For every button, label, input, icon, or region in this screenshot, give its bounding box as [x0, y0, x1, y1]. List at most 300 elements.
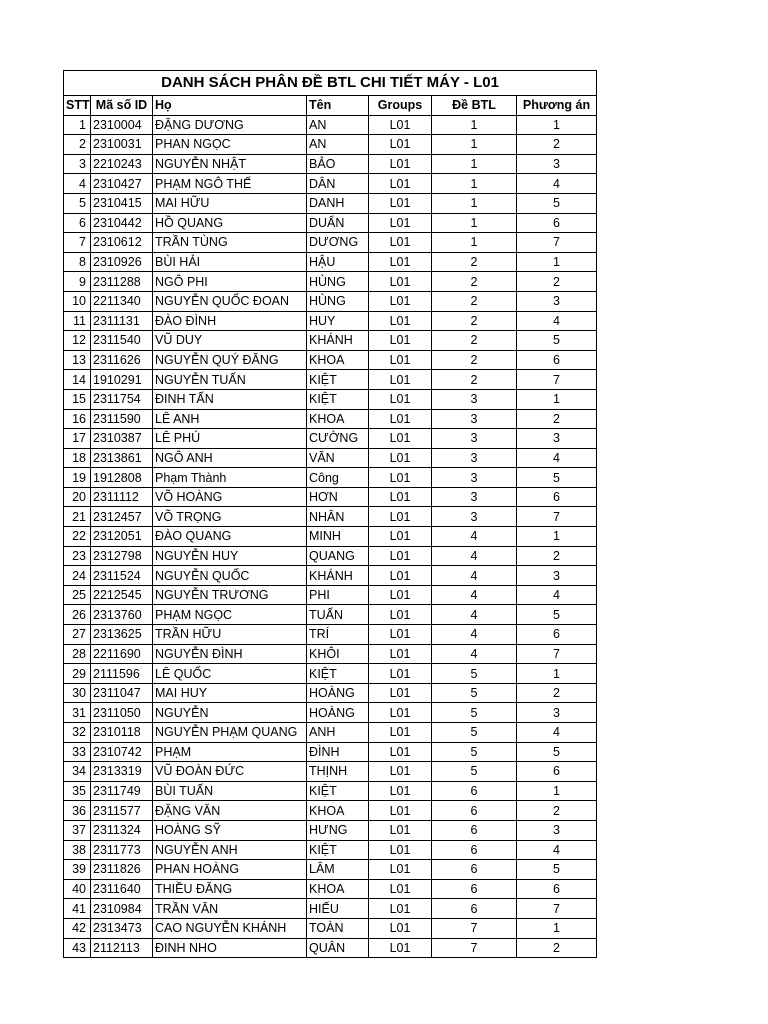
row-first-name: DƯƠNG: [307, 233, 369, 253]
row-stt: 42: [64, 918, 91, 938]
row-group: L01: [369, 252, 432, 272]
row-last-name: LÊ PHÚ: [153, 429, 307, 449]
table-row: [64, 625, 597, 645]
row-stt: 20: [64, 487, 91, 507]
row-first-name: KIỆT: [307, 370, 369, 390]
row-assignment: 2: [432, 252, 517, 272]
row-student-id: 2313625: [91, 625, 153, 645]
table-row: [64, 546, 597, 566]
row-student-id: 2311754: [91, 389, 153, 409]
row-group: L01: [369, 370, 432, 390]
row-last-name: VÕ HOÀNG: [153, 487, 307, 507]
row-student-id: 2313760: [91, 605, 153, 625]
row-group: L01: [369, 918, 432, 938]
row-option: 4: [517, 723, 597, 743]
row-stt: 30: [64, 683, 91, 703]
row-last-name: BÙI HẢI: [153, 252, 307, 272]
row-student-id: 2312457: [91, 507, 153, 527]
row-last-name: NGUYỄN NHẬT: [153, 154, 307, 174]
row-student-id: 2311749: [91, 781, 153, 801]
row-assignment: 5: [432, 703, 517, 723]
row-group: L01: [369, 311, 432, 331]
row-stt: 31: [64, 703, 91, 723]
row-option: 2: [517, 272, 597, 292]
row-group: L01: [369, 487, 432, 507]
row-assignment: 2: [432, 370, 517, 390]
row-stt: 41: [64, 899, 91, 919]
row-group: L01: [369, 585, 432, 605]
row-option: 3: [517, 154, 597, 174]
row-option: 7: [517, 370, 597, 390]
row-option: 1: [517, 389, 597, 409]
row-stt: 34: [64, 762, 91, 782]
row-stt: 39: [64, 860, 91, 880]
row-stt: 36: [64, 801, 91, 821]
row-assignment: 2: [432, 331, 517, 351]
row-assignment: 2: [432, 350, 517, 370]
table-row: [64, 644, 597, 664]
row-group: L01: [369, 409, 432, 429]
row-option: 2: [517, 683, 597, 703]
row-stt: 9: [64, 272, 91, 292]
row-assignment: 1: [432, 135, 517, 155]
row-assignment: 6: [432, 840, 517, 860]
row-group: L01: [369, 154, 432, 174]
row-option: 4: [517, 585, 597, 605]
row-option: 1: [517, 781, 597, 801]
row-first-name: AN: [307, 135, 369, 155]
row-option: 2: [517, 938, 597, 958]
row-last-name: PHAN HOÀNG: [153, 860, 307, 880]
row-assignment: 5: [432, 683, 517, 703]
row-group: L01: [369, 566, 432, 586]
row-option: 6: [517, 213, 597, 233]
row-first-name: HƠN: [307, 487, 369, 507]
row-stt: 27: [64, 625, 91, 645]
row-student-id: 2311626: [91, 350, 153, 370]
row-student-id: 1912808: [91, 468, 153, 488]
table-row: [64, 899, 597, 919]
row-option: 7: [517, 233, 597, 253]
row-stt: 23: [64, 546, 91, 566]
row-option: 4: [517, 448, 597, 468]
row-last-name: NGUYỄN ANH: [153, 840, 307, 860]
row-assignment: 2: [432, 272, 517, 292]
row-stt: 35: [64, 781, 91, 801]
row-option: 5: [517, 605, 597, 625]
row-student-id: 2313319: [91, 762, 153, 782]
row-student-id: 2112113: [91, 938, 153, 958]
row-first-name: HUY: [307, 311, 369, 331]
row-first-name: THỊNH: [307, 762, 369, 782]
row-group: L01: [369, 350, 432, 370]
row-stt: 29: [64, 664, 91, 684]
row-group: L01: [369, 389, 432, 409]
row-student-id: 2310031: [91, 135, 153, 155]
row-last-name: ĐÀO ĐÌNH: [153, 311, 307, 331]
row-assignment: 6: [432, 820, 517, 840]
row-option: 1: [517, 115, 597, 135]
table-row: [64, 566, 597, 586]
table-row: [64, 742, 597, 762]
row-last-name: NGUYỄN QUỐC ĐOAN: [153, 291, 307, 311]
row-group: L01: [369, 820, 432, 840]
header-assignment: Đề BTL: [432, 96, 517, 116]
row-student-id: 2311324: [91, 820, 153, 840]
table-row: [64, 487, 597, 507]
row-option: 3: [517, 429, 597, 449]
row-group: L01: [369, 762, 432, 782]
row-student-id: 2310415: [91, 193, 153, 213]
row-last-name: TRẦN TÙNG: [153, 233, 307, 253]
table-row: [64, 938, 597, 958]
row-stt: 3: [64, 154, 91, 174]
row-last-name: VŨ ĐOÀN ĐỨC: [153, 762, 307, 782]
row-assignment: 7: [432, 918, 517, 938]
row-student-id: 2310612: [91, 233, 153, 253]
row-assignment: 2: [432, 311, 517, 331]
row-first-name: KHOA: [307, 801, 369, 821]
row-option: 5: [517, 468, 597, 488]
row-stt: 21: [64, 507, 91, 527]
row-option: 3: [517, 566, 597, 586]
row-option: 6: [517, 350, 597, 370]
row-last-name: NGUYỄN QUỐC: [153, 566, 307, 586]
table-row: [64, 135, 597, 155]
row-assignment: 3: [432, 429, 517, 449]
row-option: 7: [517, 899, 597, 919]
row-student-id: 2311131: [91, 311, 153, 331]
row-last-name: PHAN NGỌC: [153, 135, 307, 155]
row-last-name: PHẠM NGÔ THẾ: [153, 174, 307, 194]
table-row: [64, 762, 597, 782]
table-row: [64, 448, 597, 468]
row-group: L01: [369, 644, 432, 664]
row-student-id: 2311590: [91, 409, 153, 429]
row-first-name: KHÁNH: [307, 331, 369, 351]
row-first-name: QUÂN: [307, 938, 369, 958]
row-stt: 33: [64, 742, 91, 762]
row-first-name: KHÁNH: [307, 566, 369, 586]
table-row: [64, 370, 597, 390]
row-last-name: VŨ DUY: [153, 331, 307, 351]
table-row: [64, 683, 597, 703]
row-student-id: 2310004: [91, 115, 153, 135]
row-option: 7: [517, 507, 597, 527]
row-first-name: CƯỜNG: [307, 429, 369, 449]
row-last-name: NGUYỄN ĐÌNH: [153, 644, 307, 664]
row-first-name: HƯNG: [307, 820, 369, 840]
table-row: [64, 272, 597, 292]
row-last-name: NGUYỄN TRƯƠNG: [153, 585, 307, 605]
row-stt: 26: [64, 605, 91, 625]
table-row: [64, 311, 597, 331]
row-assignment: 1: [432, 193, 517, 213]
row-first-name: HIẾU: [307, 899, 369, 919]
table-row: [64, 801, 597, 821]
table-row: [64, 252, 597, 272]
row-first-name: ANH: [307, 723, 369, 743]
row-stt: 28: [64, 644, 91, 664]
header-last-name: Họ: [153, 96, 307, 116]
row-last-name: ĐẶNG VĂN: [153, 801, 307, 821]
row-option: 6: [517, 879, 597, 899]
row-first-name: MINH: [307, 527, 369, 547]
table-row: [64, 468, 597, 488]
row-stt: 2: [64, 135, 91, 155]
table-row: [64, 409, 597, 429]
row-student-id: 2212545: [91, 585, 153, 605]
row-group: L01: [369, 723, 432, 743]
row-stt: 25: [64, 585, 91, 605]
row-assignment: 2: [432, 291, 517, 311]
table-row: [64, 154, 597, 174]
row-last-name: HOÀNG SỸ: [153, 820, 307, 840]
row-assignment: 5: [432, 664, 517, 684]
row-first-name: DÂN: [307, 174, 369, 194]
row-option: 5: [517, 331, 597, 351]
row-first-name: HẬU: [307, 252, 369, 272]
row-option: 2: [517, 801, 597, 821]
row-last-name: NGUYỄN TUẤN: [153, 370, 307, 390]
row-first-name: KIỆT: [307, 840, 369, 860]
table-row: [64, 860, 597, 880]
row-group: L01: [369, 938, 432, 958]
table-row: [64, 918, 597, 938]
row-student-id: 2313473: [91, 918, 153, 938]
row-option: 6: [517, 762, 597, 782]
row-option: 6: [517, 487, 597, 507]
row-first-name: KHOA: [307, 879, 369, 899]
row-first-name: KIỆT: [307, 389, 369, 409]
row-assignment: 3: [432, 487, 517, 507]
row-student-id: 2312051: [91, 527, 153, 547]
header-student-id: Mã số ID: [91, 96, 153, 116]
table-row: [64, 429, 597, 449]
row-group: L01: [369, 174, 432, 194]
row-group: L01: [369, 546, 432, 566]
row-group: L01: [369, 840, 432, 860]
row-stt: 15: [64, 389, 91, 409]
row-stt: 14: [64, 370, 91, 390]
row-student-id: 2311524: [91, 566, 153, 586]
row-first-name: HÙNG: [307, 272, 369, 292]
row-stt: 43: [64, 938, 91, 958]
row-group: L01: [369, 135, 432, 155]
row-student-id: 2313861: [91, 448, 153, 468]
row-group: L01: [369, 448, 432, 468]
row-group: L01: [369, 899, 432, 919]
table-row: [64, 291, 597, 311]
row-first-name: BẢO: [307, 154, 369, 174]
row-assignment: 5: [432, 723, 517, 743]
row-assignment: 1: [432, 174, 517, 194]
row-last-name: NGÔ ANH: [153, 448, 307, 468]
row-assignment: 5: [432, 742, 517, 762]
row-first-name: HOÀNG: [307, 683, 369, 703]
row-assignment: 5: [432, 762, 517, 782]
row-last-name: MAI HUY: [153, 683, 307, 703]
row-student-id: 2310427: [91, 174, 153, 194]
row-first-name: TRÍ: [307, 625, 369, 645]
row-group: L01: [369, 605, 432, 625]
row-group: L01: [369, 703, 432, 723]
row-student-id: 2111596: [91, 664, 153, 684]
row-last-name: HỒ QUANG: [153, 213, 307, 233]
row-student-id: 2311047: [91, 683, 153, 703]
row-student-id: 2310442: [91, 213, 153, 233]
row-first-name: TOÀN: [307, 918, 369, 938]
table-row: [64, 703, 597, 723]
row-first-name: VĂN: [307, 448, 369, 468]
table-row: [64, 605, 597, 625]
header-first-name: Tên: [307, 96, 369, 116]
row-first-name: DANH: [307, 193, 369, 213]
row-option: 2: [517, 409, 597, 429]
row-last-name: TRẦN HỮU: [153, 625, 307, 645]
row-option: 4: [517, 840, 597, 860]
table-row: [64, 507, 597, 527]
row-option: 5: [517, 742, 597, 762]
row-first-name: Công: [307, 468, 369, 488]
row-option: 1: [517, 918, 597, 938]
row-option: 1: [517, 664, 597, 684]
row-option: 2: [517, 546, 597, 566]
row-student-id: 2310984: [91, 899, 153, 919]
row-last-name: NGUYỄN QUÝ ĐĂNG: [153, 350, 307, 370]
row-stt: 8: [64, 252, 91, 272]
row-first-name: HÙNG: [307, 291, 369, 311]
row-last-name: Phạm Thành: [153, 468, 307, 488]
row-assignment: 6: [432, 801, 517, 821]
row-assignment: 7: [432, 938, 517, 958]
row-assignment: 4: [432, 585, 517, 605]
row-assignment: 6: [432, 781, 517, 801]
row-stt: 5: [64, 193, 91, 213]
row-group: L01: [369, 664, 432, 684]
row-first-name: PHI: [307, 585, 369, 605]
row-option: 5: [517, 860, 597, 880]
row-first-name: QUANG: [307, 546, 369, 566]
row-student-id: 2311640: [91, 879, 153, 899]
row-stt: 4: [64, 174, 91, 194]
row-stt: 1: [64, 115, 91, 135]
row-first-name: ĐÌNH: [307, 742, 369, 762]
table-row: [64, 233, 597, 253]
row-assignment: 6: [432, 860, 517, 880]
row-student-id: 2310387: [91, 429, 153, 449]
row-first-name: AN: [307, 115, 369, 135]
header-option: Phương án: [517, 96, 597, 116]
row-option: 5: [517, 193, 597, 213]
row-last-name: ĐINH NHO: [153, 938, 307, 958]
row-stt: 37: [64, 820, 91, 840]
row-student-id: 2312798: [91, 546, 153, 566]
row-option: 1: [517, 527, 597, 547]
row-first-name: KIỆT: [307, 664, 369, 684]
row-last-name: VÕ TRỌNG: [153, 507, 307, 527]
row-assignment: 1: [432, 213, 517, 233]
row-stt: 17: [64, 429, 91, 449]
row-student-id: 2310926: [91, 252, 153, 272]
row-first-name: KHOA: [307, 409, 369, 429]
row-last-name: PHẠM NGỌC: [153, 605, 307, 625]
row-first-name: LÂM: [307, 860, 369, 880]
row-student-id: 2311288: [91, 272, 153, 292]
row-stt: 38: [64, 840, 91, 860]
row-option: 3: [517, 820, 597, 840]
row-group: L01: [369, 291, 432, 311]
row-option: 4: [517, 174, 597, 194]
row-stt: 22: [64, 527, 91, 547]
table-row: [64, 213, 597, 233]
header-stt: STT: [64, 96, 91, 116]
row-group: L01: [369, 429, 432, 449]
row-stt: 16: [64, 409, 91, 429]
row-student-id: 2210243: [91, 154, 153, 174]
row-assignment: 4: [432, 605, 517, 625]
row-last-name: BÙI TUẤN: [153, 781, 307, 801]
table-row: [64, 331, 597, 351]
row-student-id: 2310118: [91, 723, 153, 743]
row-first-name: HOÀNG: [307, 703, 369, 723]
row-group: L01: [369, 507, 432, 527]
row-stt: 40: [64, 879, 91, 899]
row-assignment: 3: [432, 507, 517, 527]
header-groups: Groups: [369, 96, 432, 116]
row-first-name: KHOA: [307, 350, 369, 370]
row-last-name: ĐẶNG DƯƠNG: [153, 115, 307, 135]
row-assignment: 3: [432, 448, 517, 468]
row-student-id: 2211340: [91, 291, 153, 311]
row-assignment: 4: [432, 625, 517, 645]
row-group: L01: [369, 115, 432, 135]
row-group: L01: [369, 781, 432, 801]
row-assignment: 4: [432, 566, 517, 586]
header-row: [64, 96, 597, 116]
table-row: [64, 723, 597, 743]
row-last-name: LÊ QUỐC: [153, 664, 307, 684]
row-stt: 11: [64, 311, 91, 331]
row-student-id: 2311112: [91, 487, 153, 507]
row-option: 2: [517, 135, 597, 155]
row-option: 1: [517, 252, 597, 272]
row-stt: 7: [64, 233, 91, 253]
row-assignment: 1: [432, 233, 517, 253]
table-row: [64, 585, 597, 605]
row-first-name: KIỆT: [307, 781, 369, 801]
table-row: [64, 879, 597, 899]
row-group: L01: [369, 801, 432, 821]
row-first-name: NHÂN: [307, 507, 369, 527]
row-last-name: ĐINH TẤN: [153, 389, 307, 409]
row-assignment: 1: [432, 154, 517, 174]
row-option: 3: [517, 291, 597, 311]
row-stt: 18: [64, 448, 91, 468]
table-row: [64, 389, 597, 409]
row-assignment: 6: [432, 899, 517, 919]
table-row: [64, 781, 597, 801]
row-assignment: 4: [432, 527, 517, 547]
row-group: L01: [369, 331, 432, 351]
row-assignment: 1: [432, 115, 517, 135]
row-first-name: TUẤN: [307, 605, 369, 625]
assignment-table: [63, 70, 597, 958]
table-row: [64, 527, 597, 547]
row-option: 4: [517, 311, 597, 331]
row-stt: 32: [64, 723, 91, 743]
row-group: L01: [369, 625, 432, 645]
